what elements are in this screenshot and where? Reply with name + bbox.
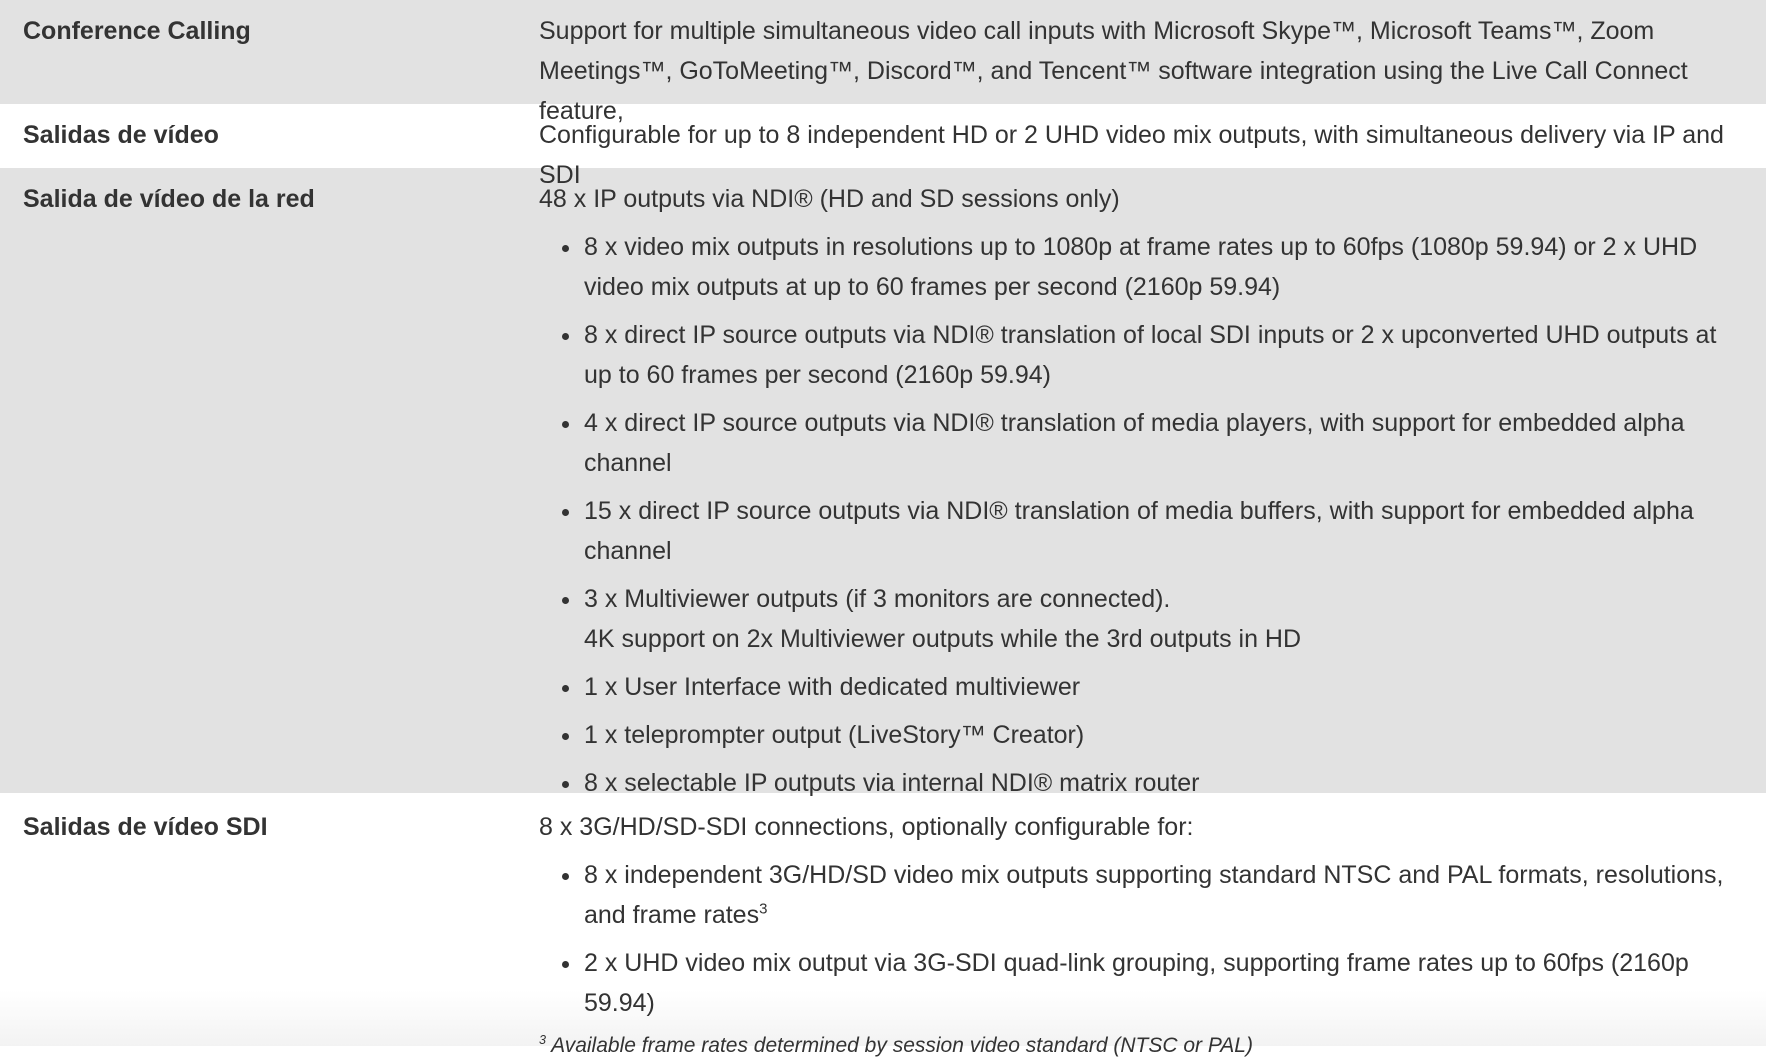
list-item: • 4 x direct IP source outputs via NDI® translation of media players, with support for embedded alpha channel	[583, 403, 1736, 483]
spec-value	[539, 115, 1766, 189]
spec-text: Configurable for up to 8 independent HD or 2 UHD video mix outputs, with simultaneous delivery via IP and SDI	[539, 121, 1724, 189]
list-item	[583, 855, 1736, 935]
spec-row-sdi-video-outputs	[0, 793, 1766, 1057]
spec-label: Conference Calling	[23, 17, 251, 45]
spec-text: 8 x 3G/HD/SD-SDI connections, optionally configurable for:	[539, 813, 1194, 841]
spec-value	[539, 11, 1766, 125]
list-item	[583, 579, 1736, 659]
spec-label: Salida de vídeo de la red	[23, 185, 315, 213]
footnote-number: 3	[539, 1033, 547, 1047]
list-item-text-line2: 4K support on 2x Multiviewer outputs while the 3rd outputs in HD	[584, 625, 1302, 653]
spec-label: Salidas de vídeo SDI	[23, 813, 268, 841]
list-item: • 1 x teleprompter output (LiveStory™ Creator)	[583, 715, 1736, 755]
spec-text: 48 x IP outputs via NDI® (HD and SD sessions only)	[539, 185, 1120, 213]
list-item: • 1 x User Interface with dedicated multiviewer	[583, 667, 1736, 707]
list-item-text: 3 x Multiviewer outputs (if 3 monitors are connected).	[584, 585, 1171, 613]
spec-value	[539, 807, 1766, 1057]
list-item: • 15 x direct IP source outputs via NDI® translation of media buffers, with support for embedded alpha channel	[583, 491, 1736, 571]
list-item-text: 8 x independent 3G/HD/SD video mix outputs supporting standard NTSC and PAL formats, resolutions, and frame rates	[584, 861, 1724, 929]
spec-row-conference-calling	[0, 0, 1766, 125]
list-item: • 8 x selectable IP outputs via internal NDI® matrix router	[583, 763, 1736, 803]
footnote-marker: 3	[759, 900, 768, 918]
list-item: • 8 x video mix outputs in resolutions up to 1080p at frame rates up to 60fps (1080p 59.94) or 2 x UHD video mix outputs at up to 60 frames per second (2160p 59.94)	[583, 227, 1736, 307]
spec-text: Support for multiple simultaneous video call inputs with Microsoft Skype™, Microsoft Teams™, Zoom Meetings™, GoToMeeting™, Discord™, and Tencent™ software integration using the Live Call Connect feature,	[539, 17, 1688, 125]
spec-bullet-list	[539, 227, 1736, 803]
footnote-text: Available frame rates determined by session video standard (NTSC or PAL)	[551, 1034, 1253, 1057]
spec-bullet-list	[539, 855, 1736, 1023]
spec-value	[539, 179, 1766, 797]
list-item: • 8 x direct IP source outputs via NDI® translation of local SDI inputs or 2 x upconverted UHD outputs at up to 60 frames per second (2160p 59.94)	[583, 315, 1736, 395]
footnote	[539, 1031, 1736, 1061]
spec-row-network-video-output	[0, 168, 1766, 797]
list-item: • 2 x UHD video mix output via 3G-SDI quad-link grouping, supporting frame rates up to 60fps (2160p 59.94)	[583, 943, 1736, 1023]
spec-label: Salidas de vídeo	[23, 121, 219, 149]
